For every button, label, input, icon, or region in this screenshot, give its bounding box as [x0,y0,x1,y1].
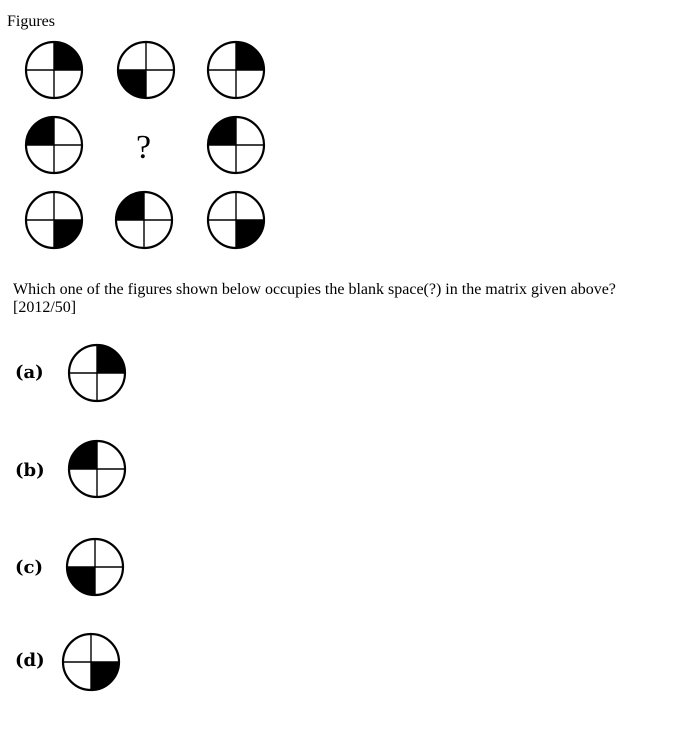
matrix-circle-r3-c1 [24,190,84,250]
option-d-figure [61,632,121,692]
option-a-figure [67,343,127,403]
figures-heading: Figures [7,13,55,30]
option-b[interactable] [0,438,200,508]
option-b-figure [67,439,127,499]
matrix-circle-r3-c2 [114,190,174,250]
matrix-circle-r2-c1 [24,115,84,175]
option-c[interactable] [0,535,200,605]
option-b-label: (b) [15,460,45,481]
option-d[interactable] [0,630,200,700]
matrix-circle-r1-c2 [116,40,176,100]
option-c-figure [65,537,125,597]
matrix-circle-r2-c3 [206,115,266,175]
matrix-circle-r3-c3 [206,190,266,250]
option-a-label: (a) [15,362,44,383]
option-c-label: (c) [15,557,43,578]
question-source: [2012/50] [13,299,77,316]
matrix-circle-r1-c3 [206,40,266,100]
option-a[interactable] [0,340,200,410]
question-block [13,281,683,317]
option-d-label: (d) [15,650,45,671]
question-text: Which one of the figures shown below occupies the blank space(?) in the matrix given above? [13,281,616,298]
matrix-circle-r1-c1 [24,40,84,100]
matrix-unknown-mark: ? [136,129,152,166]
